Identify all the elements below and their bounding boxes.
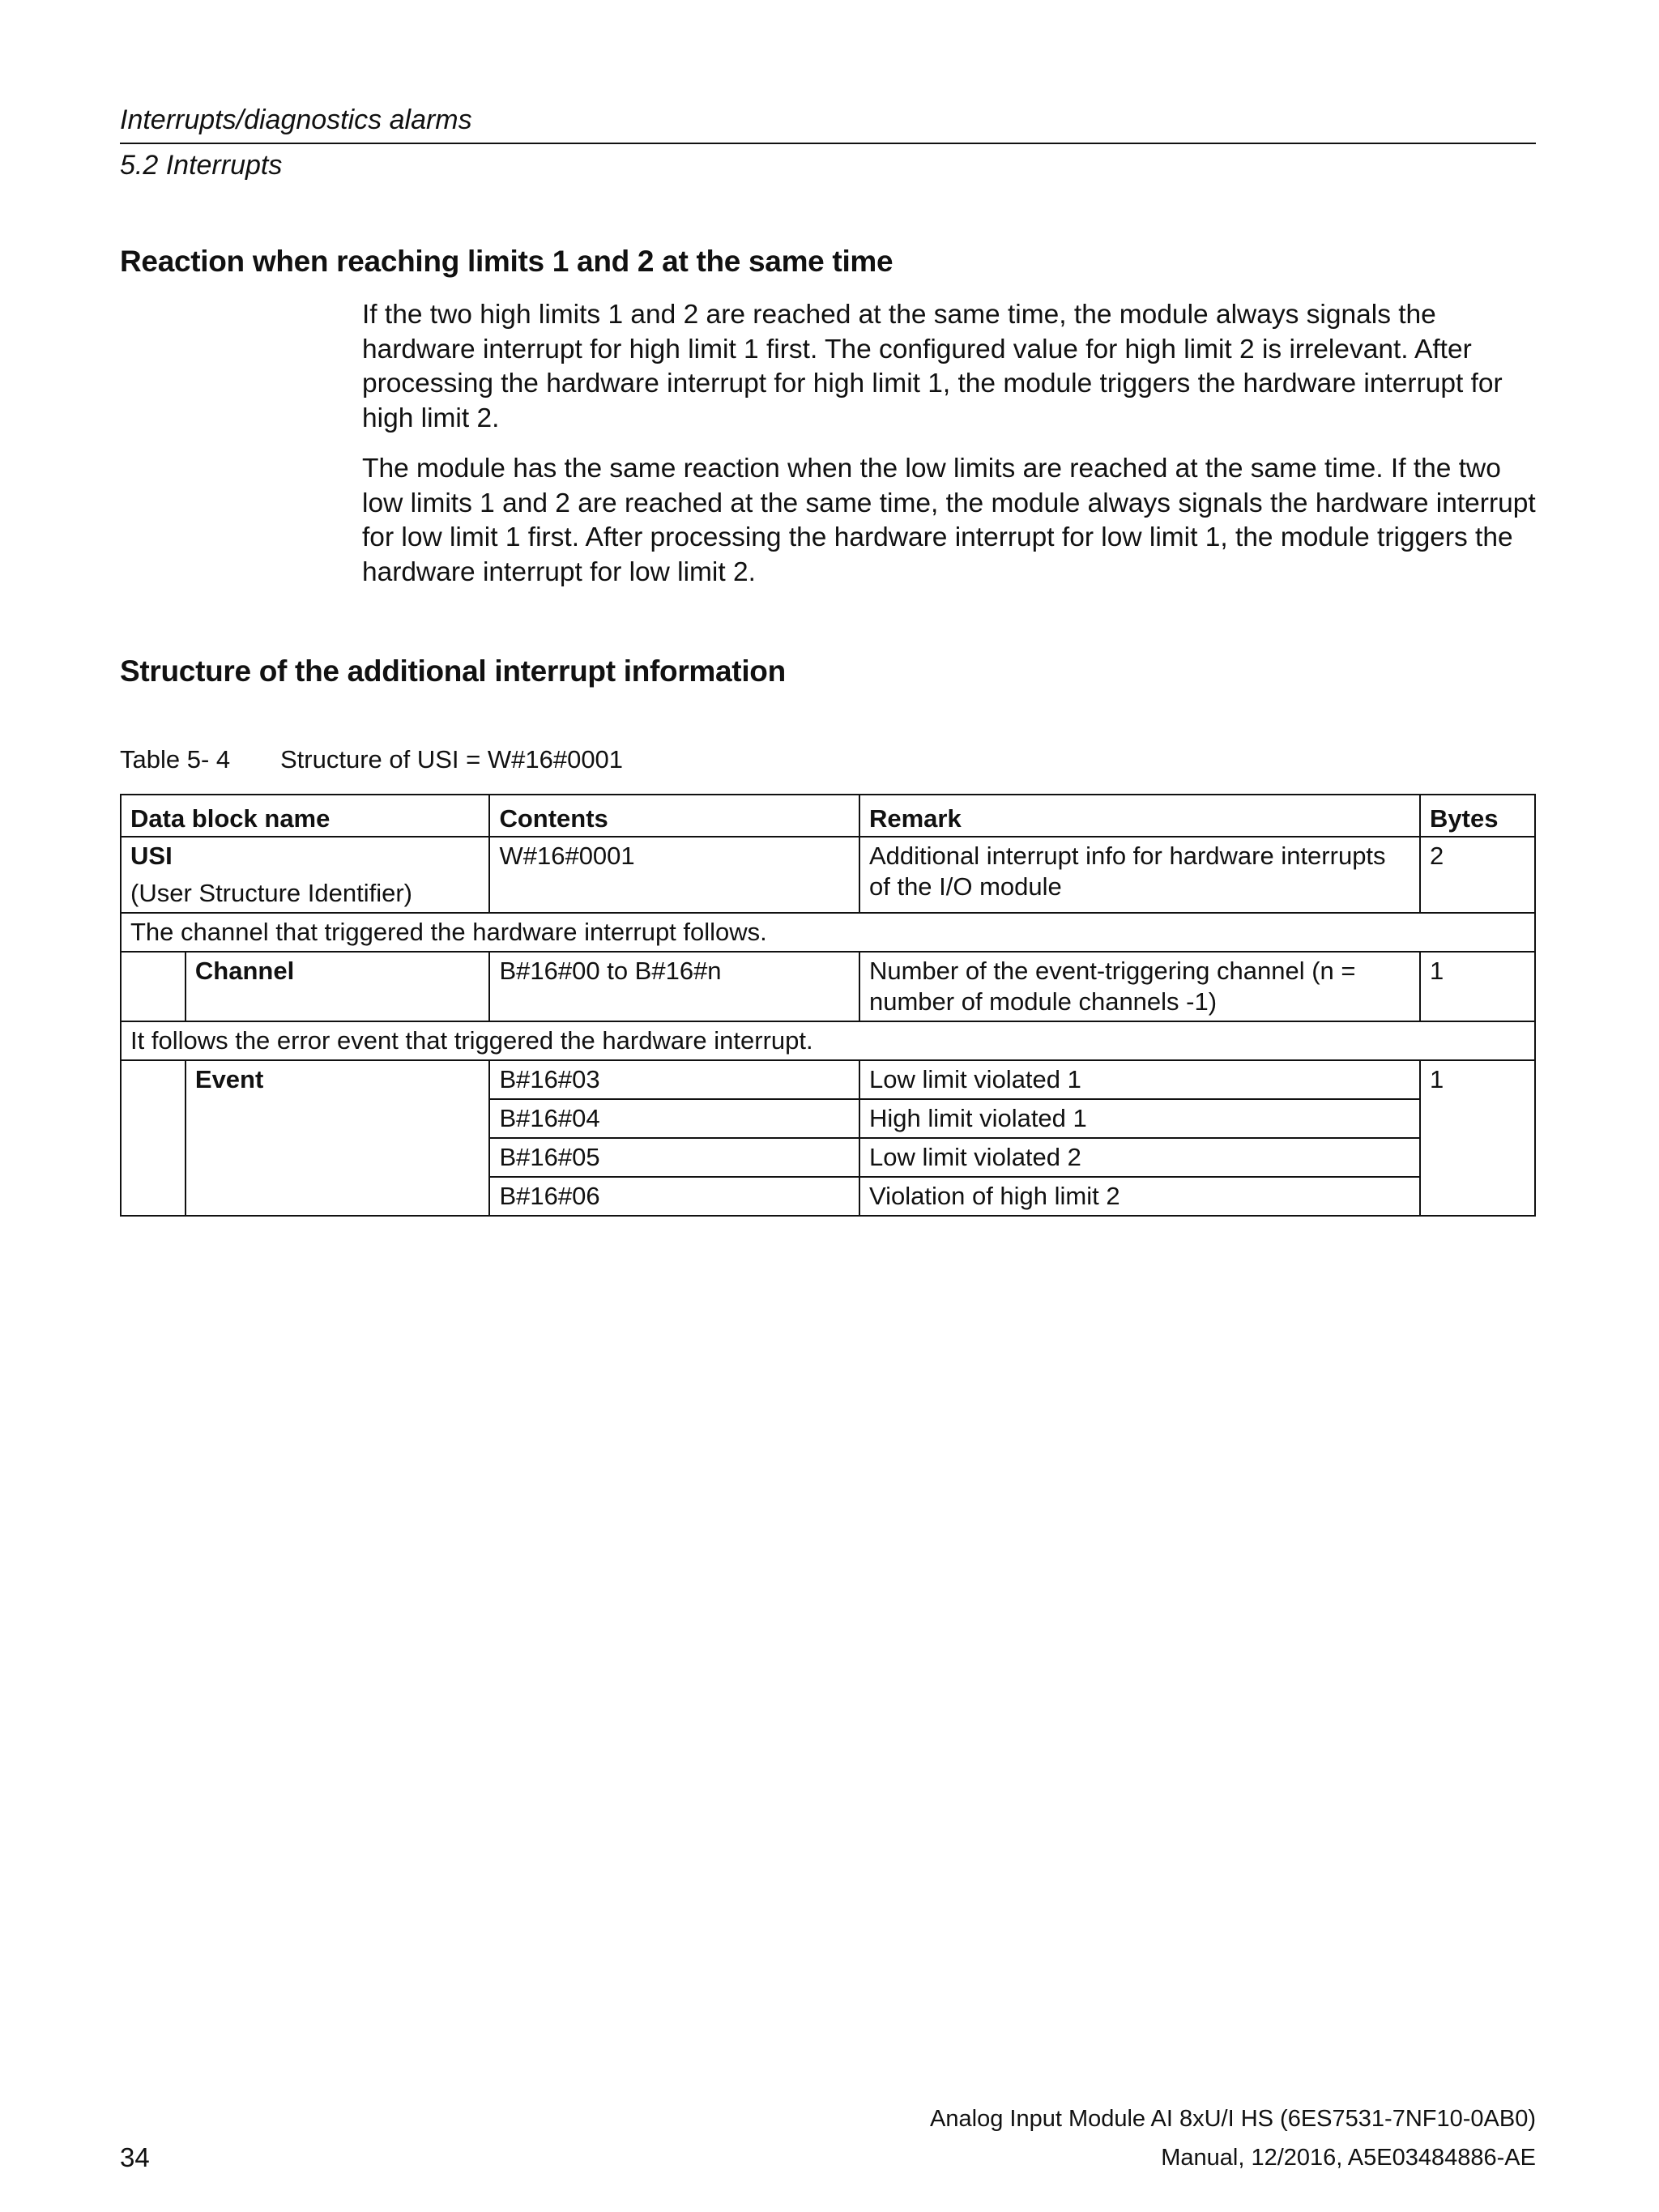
table-cell: B#16#06 bbox=[489, 1177, 859, 1216]
table-cell: Number of the event-triggering channel (n = number of module channels -1) bbox=[859, 952, 1420, 1021]
page-number: 34 bbox=[120, 2142, 150, 2172]
table-row bbox=[121, 837, 1535, 913]
table-cell: B#16#05 bbox=[489, 1138, 859, 1177]
paragraph-text: The module has the same reaction when the low limits are reached at the same time. If the two low limits 1 and 2 are reached at the same time, the module always signals the hardware interrupt for low limit 1 first. After processing the hardware interrupt for low limit 1, the module triggers the hardware interrupt for low limit 2. bbox=[362, 454, 1536, 587]
footer-product: Analog Input Module AI 8xU/I HS (6ES7531-7NF10-0AB0) bbox=[930, 2106, 1536, 2132]
section-heading-reaction: Reaction when reaching limits 1 and 2 at the same time bbox=[120, 245, 893, 278]
usi-name-sub: (User Structure Identifier) bbox=[130, 879, 412, 907]
header-chapter: Interrupts/diagnostics alarms bbox=[120, 100, 1536, 144]
column-header: Remark bbox=[859, 795, 1420, 837]
table-cell: 2 bbox=[1420, 837, 1535, 913]
paragraph-text: If the two high limits 1 and 2 are reached at the same time, the module always signals the hardware interrupt for high limit 1 first. The configured value for high limit 2 is irrelevant. After processing the hardware interrupt for high limit 1, the module triggers the hardware interrupt for high limit 2. bbox=[362, 300, 1503, 433]
table-cell-indent bbox=[121, 1060, 186, 1216]
table-row bbox=[121, 1060, 1535, 1099]
table-cell: 1 bbox=[1420, 952, 1535, 1021]
page-footer bbox=[120, 2099, 1536, 2177]
column-header: Data block name bbox=[121, 795, 489, 837]
table-cell: B#16#04 bbox=[489, 1099, 859, 1138]
table-cell-indent bbox=[121, 952, 186, 1021]
table-cell: W#16#0001 bbox=[489, 837, 859, 913]
paragraph-high-limits bbox=[362, 298, 1537, 436]
table-cell bbox=[121, 837, 489, 913]
table-caption-title: Structure of USI = W#16#0001 bbox=[280, 745, 624, 774]
table-cell: Channel bbox=[186, 952, 490, 1021]
table-caption-number: Table 5- 4 bbox=[120, 745, 231, 774]
table-cell: High limit violated 1 bbox=[859, 1099, 1420, 1138]
table-row bbox=[121, 913, 1535, 952]
table-cell: 1 bbox=[1420, 1060, 1535, 1216]
page-header bbox=[120, 100, 1536, 185]
table-header-row bbox=[121, 795, 1535, 837]
column-header: Bytes bbox=[1420, 795, 1535, 837]
table-cell: Violation of high limit 2 bbox=[859, 1177, 1420, 1216]
table-cell: Low limit violated 2 bbox=[859, 1138, 1420, 1177]
usi-name: USI bbox=[130, 842, 173, 870]
header-section: 5.2 Interrupts bbox=[120, 150, 283, 181]
table-caption bbox=[120, 744, 623, 776]
table-cell: It follows the error event that triggered the hardware interrupt. bbox=[121, 1021, 1535, 1060]
footer-manual: Manual, 12/2016, A5E03484886-AE bbox=[1161, 2145, 1536, 2171]
table-cell: Low limit violated 1 bbox=[859, 1060, 1420, 1099]
table-row bbox=[121, 1021, 1535, 1060]
paragraph-low-limits bbox=[362, 452, 1537, 590]
table-cell: The channel that triggered the hardware interrupt follows. bbox=[121, 913, 1535, 952]
column-header: Contents bbox=[489, 795, 859, 837]
table-row bbox=[121, 952, 1535, 1021]
table-cell: Additional interrupt info for hardware interrupts of the I/O module bbox=[859, 837, 1420, 913]
table-cell: Event bbox=[186, 1060, 490, 1216]
section-heading-structure: Structure of the additional interrupt information bbox=[120, 654, 786, 688]
table-cell: B#16#03 bbox=[489, 1060, 859, 1099]
table-cell: B#16#00 to B#16#n bbox=[489, 952, 859, 1021]
usi-structure-table bbox=[120, 794, 1536, 1217]
